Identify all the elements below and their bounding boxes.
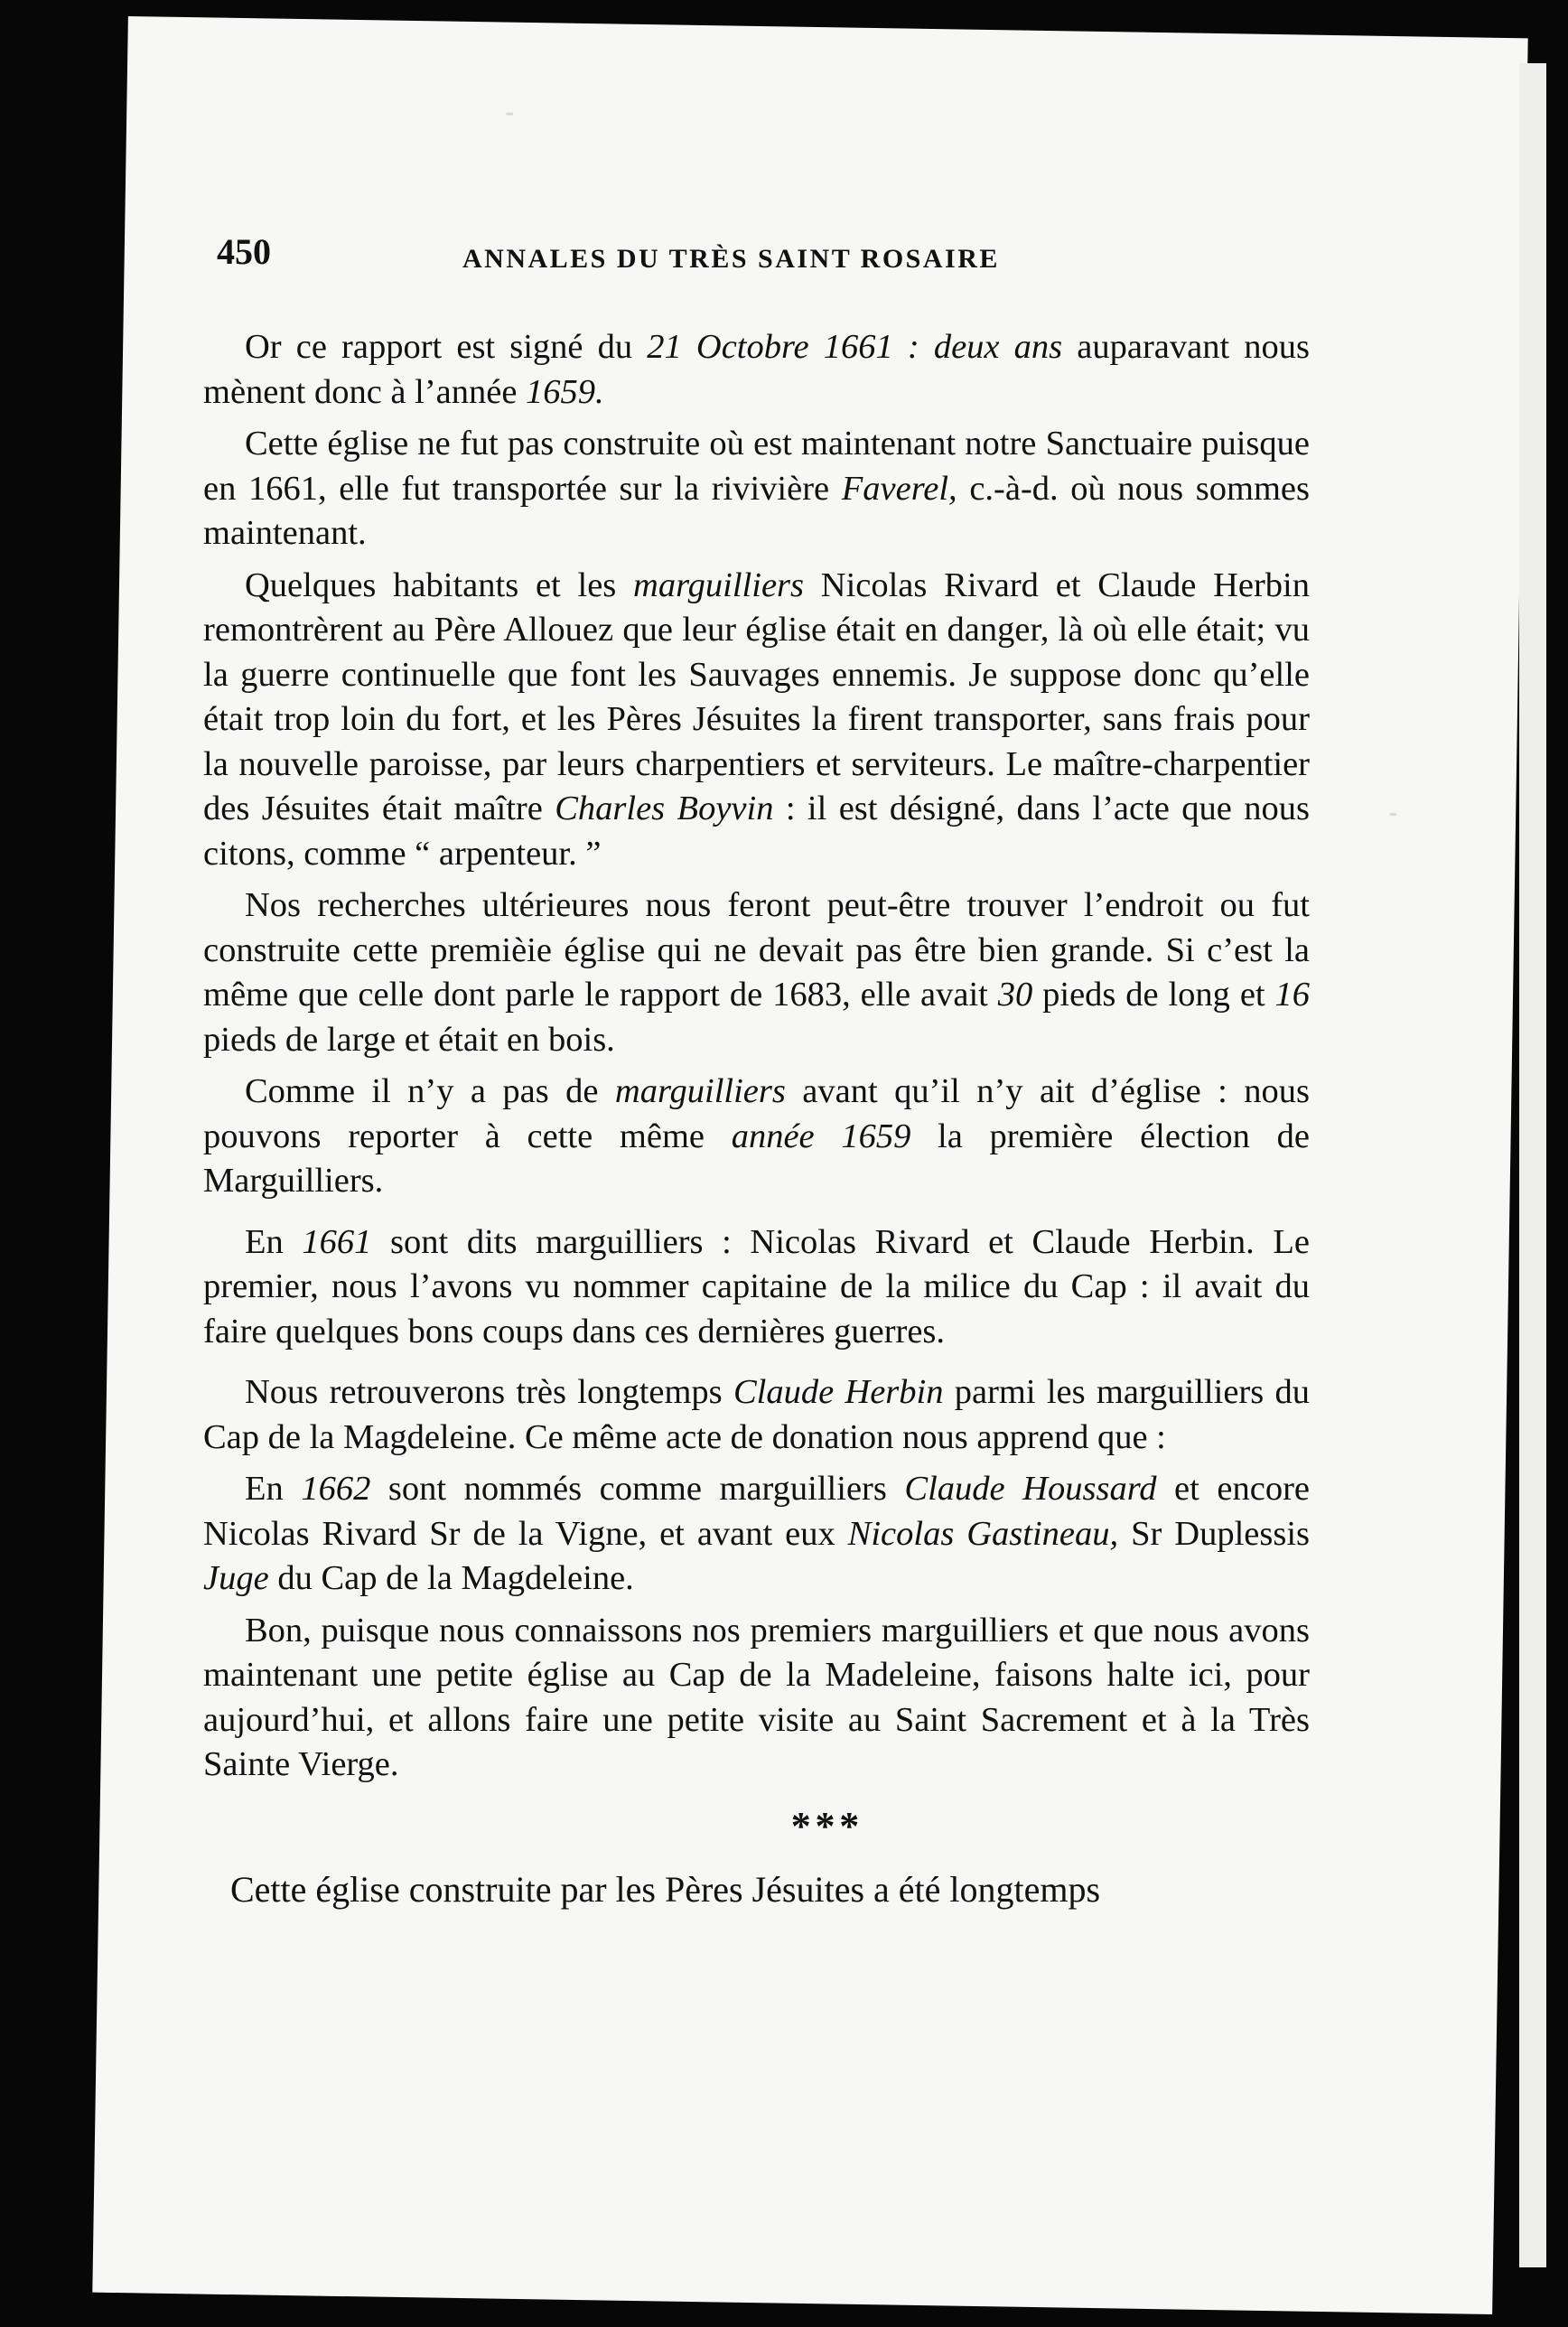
italic-text: Juge (203, 1559, 269, 1597)
italic-text: marguilliers (614, 1072, 786, 1110)
paragraph-list (203, 325, 1310, 1788)
paragraph (203, 883, 1310, 1062)
paragraph (203, 1609, 1310, 1788)
text-run: : il est désigné, dans l’acte que nous citons, comme “ arpenteur. ” (203, 790, 1310, 873)
text-run: Cette église ne fut pas construite où est maintenant notre Sanctuaire puisque en 1661, elle fut transportée sur la rivivière (203, 425, 1310, 508)
text-run: Nicolas Rivard et Claude Herbin remontrèrent au Père Allouez que leur église était en danger, là où elle était; vu la guerre continuelle que font les Sauvages ennemis. Je suppose donc qu’elle était trop loin du fort, et les Pères Jésuites la firent transporter, sans frais pour la nouvelle paroisse, par leurs charpentiers et serviteurs. Le maître-charpentier des Jésuites était maître (203, 565, 1310, 827)
section-separator: * * * (790, 1803, 858, 1848)
italic-text: 1661 (302, 1222, 372, 1261)
text-run: du Cap de la Magdeleine. (268, 1559, 634, 1597)
text-run: c.-à-d. où nous sommes maintenant. (203, 469, 1311, 552)
italic-text: 21 Octobre 1661 : deux ans (647, 328, 1063, 366)
text-run: Bon, puisque nous connaissons nos premiers marguilliers et que nous avons maintenant une petite église au Cap de la Madeleine, faisons halte ici, pour aujourd’hui, et allons faire une petite visite au Saint Sacrement et à la Très Sainte Vierge. (203, 1611, 1310, 1783)
paragraph (203, 1467, 1310, 1602)
running-head: ANNALES DU TRÈS SAINT ROSAIRE (462, 244, 1000, 274)
italic-text: 30 (997, 976, 1033, 1014)
text-run: la première élection de Marguilliers. (203, 1117, 1310, 1200)
paragraph (203, 325, 1310, 415)
adjacent-page-edge (1519, 63, 1546, 2267)
italic-text: marguilliers (633, 565, 804, 604)
paragraph (203, 1070, 1310, 1204)
italic-text: année 1659 (731, 1117, 911, 1155)
text-run: et encore Nicolas Rivard Sr de la Vigne, et avant eux (203, 1470, 1310, 1553)
text-run: Comme il n’y a pas de (245, 1072, 615, 1110)
text-run: pieds de long et (1032, 976, 1275, 1014)
text-run: Or ce rapport est signé du (245, 328, 648, 366)
text-run: En (245, 1222, 303, 1261)
text-run: Nous retrouverons très longtemps (245, 1373, 733, 1411)
italic-text: 1659. (526, 372, 604, 411)
paragraph (203, 1370, 1310, 1460)
paragraph (203, 564, 1310, 877)
text-run: sont dits marguilliers : Nicolas Rivard et Claude Herbin. Le premier, nous l’avons vu nommer capitaine de la milice du Cap : il avait du faire quelques bons coups dans ces dernières guerres. (203, 1222, 1310, 1350)
italic-text: Faverel, (841, 469, 957, 508)
text-run: Quelques habitants et les (245, 565, 634, 604)
italic-text: Charles Boyvin (555, 790, 774, 827)
paper-speck (1389, 813, 1396, 816)
text-run: sont nommés comme marguilliers (370, 1470, 905, 1508)
text-run: Nos recherches ultérieures nous feront peut-être trouver l’endroit ou fut construite cette premièie église qui ne devait pas être bien grande. Si c’est la même que celle dont parle le rapport de 1683, elle avait (203, 886, 1310, 1014)
text-run: parmi les marguilliers du Cap de la Magdeleine. Ce même acte de donation nous apprend que : (203, 1373, 1310, 1456)
paragraph (203, 1220, 1310, 1355)
paragraph (203, 422, 1310, 556)
text-run: En (245, 1470, 302, 1508)
italic-text: 1662 (301, 1470, 371, 1508)
italic-text: Nicolas Gastineau, (847, 1514, 1119, 1553)
text-run: Sr Duplessis (1118, 1514, 1311, 1553)
page-number: 450 (217, 231, 271, 272)
text-run: pieds de large et était en bois. (203, 1020, 615, 1059)
text-run: auparavant nous mènent donc à l’année (203, 328, 1310, 411)
italic-text: Claude Houssard (904, 1470, 1157, 1508)
closing-line: Cette église construite par les Pères Jésuites a été longtemps (230, 1868, 1101, 1910)
italic-text: Claude Herbin (733, 1373, 944, 1411)
italic-text: 16 (1274, 976, 1310, 1014)
body-text (203, 325, 1310, 1911)
paper-speck (506, 113, 513, 116)
page-header (217, 230, 1310, 294)
text-run: avant qu’il n’y ait d’église : nous pouvons reporter à cette même (203, 1072, 1310, 1155)
